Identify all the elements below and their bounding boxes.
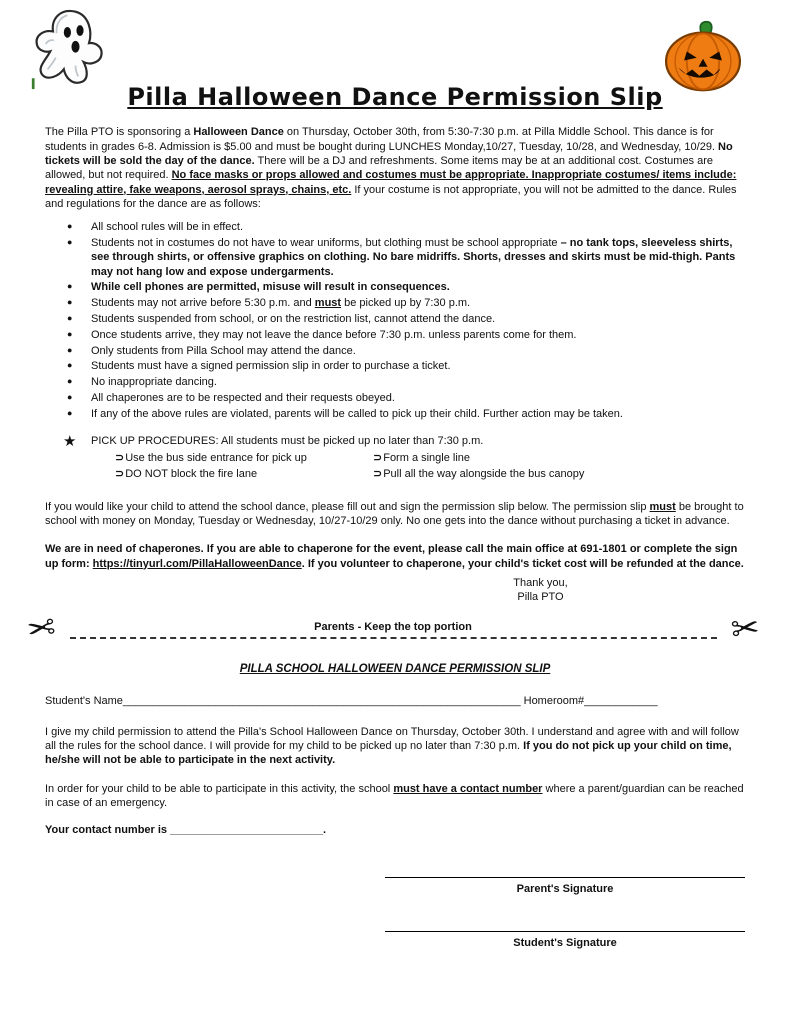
- pickup-header-text: PICK UP PROCEDURES: All students must be picked up no later than 7:30 p.m.: [91, 435, 484, 448]
- contact-number-field: Your contact number is _________________________.: [45, 824, 327, 837]
- pickup-instruction: ⊃Use the bus side entrance for pick up: [115, 452, 307, 465]
- rule-item: ● Students may not arrive before 5:30 p.m. and must be picked up by 7:30 p.m.: [67, 296, 745, 310]
- rule-item: ● Students must have a signed permission slip in order to purchase a ticket.: [67, 359, 745, 373]
- keep-top-portion-label: Parents - Keep the top portion: [314, 620, 472, 633]
- arrow-bullet-icon: ⊃: [373, 452, 383, 465]
- pickup-instruction: ⊃DO NOT block the fire lane: [115, 468, 258, 481]
- rule-item: ● Only students from Pilla School may attend the dance.: [67, 344, 745, 358]
- cut-dashed-line: [70, 637, 717, 639]
- closing-signed: Pilla PTO: [517, 591, 564, 604]
- closing-block: [463, 576, 618, 605]
- intro-paragraph: The Pilla PTO is sponsoring a Halloween Dance on Thursday, October 30th, from 5:30-7:30 p.m. at Pilla Middle School. This dance is for students in grades 6-8. Admission is $5.00 and must be bought during LUNCHES Monday,10/27, Tuesday, 10/28, and Wednesday, 10/29. No tickets will be sold the day of the dance. There will be a DJ and refreshments. Some items may be at an additional cost. Costumes are allowed, but not required. No face masks or props allowed and costumes must be appropriate. Inappropriate costumes/ items include: revealing attire, fake weapons, aerosol sprays, chains, etc. If your costume is not appropriate, you will not be admitted to the dance. Rules and regulations for the dance are as follows:: [45, 126, 737, 210]
- contact-paragraph: In order for your child to be able to participate in this activity, the school must have a contact number where a parent/guardian can be reached in case of an emergency.: [45, 782, 744, 809]
- permission-paragraph: I give my child permission to attend the Pilla's School Halloween Dance on Thursday, October 30th. I understand and agree with and will follow all the rules for the school dance. I will provide for my child to be picked up no later than 7:30 p.m. If you do not pick up your child on time, he/she will not be able to participate in the next activity.: [45, 725, 739, 767]
- rules-list: [67, 220, 745, 421]
- parent-signature-label: Parent's Signature: [516, 883, 614, 896]
- student-signature-line: [385, 917, 745, 932]
- rule-item: ● All chaperones are to be respected and their requests obeyed.: [67, 391, 745, 405]
- student-name-field: Student's Name_________________________________________________________________ Homeroom#____________: [45, 695, 658, 708]
- pickup-procedures-section: [45, 434, 745, 482]
- parent-signature-block: [385, 863, 745, 896]
- attend-paragraph: If you would like your child to attend the school dance, please fill out and sign the permission slip below. The permission slip must be brought to school with money on Monday, Tuesday or Wednesday, 10/27-10/29 only. No one gets into the dance without purchasing a ticket in advance.: [45, 500, 744, 527]
- pickup-instruction: ⊃Pull all the way alongside the bus canopy: [373, 468, 585, 481]
- page-title: Pilla Halloween Dance Permission Slip: [127, 83, 663, 111]
- arrow-bullet-icon: ⊃: [115, 452, 125, 465]
- student-signature-block: [385, 917, 745, 950]
- rule-item: ● If any of the above rules are violated, parents will be called to pick up their child. Further action may be taken.: [67, 407, 745, 421]
- star-icon: ★: [63, 433, 77, 451]
- arrow-bullet-icon: ⊃: [373, 468, 383, 481]
- scissors-icon: ✂: [728, 609, 761, 650]
- chaperone-paragraph: We are in need of chaperones. If you are able to chaperone for the event, please call the main office at 691-1801 or complete the sign up form: https://tinyurl.com/PillaHalloweenDance. If you volunteer to chaperone, your child's ticket cost will be refunded at the dance.: [45, 543, 744, 570]
- pumpkin-clipart: [662, 20, 744, 92]
- cut-here-row: [24, 606, 761, 652]
- rule-item: ● Students not in costumes do not have to wear uniforms, but clothing must be school appropriate – no tank tops, sleeveless shirts, see through shirts, or offensive graphics on clothing. No bare midriffs. Shorts, dresses and skirts must be mid-thigh. Pants may not hang low and expose undergarments.: [67, 236, 745, 279]
- parent-signature-line: [385, 863, 745, 878]
- rule-item: ● While cell phones are permitted, misuse will result in consequences.: [67, 280, 745, 294]
- ghost-clipart: [26, 6, 116, 92]
- arrow-bullet-icon: ⊃: [115, 468, 125, 481]
- rule-item: ● Students suspended from school, or on the restriction list, cannot attend the dance.: [67, 312, 745, 326]
- rule-item: ● No inappropriate dancing.: [67, 375, 745, 389]
- rule-item: ● All school rules will be in effect.: [67, 220, 745, 234]
- rule-item: ● Once students arrive, they may not leave the dance before 7:30 p.m. unless parents come for them.: [67, 328, 745, 342]
- student-signature-label: Student's Signature: [513, 936, 617, 949]
- pickup-instruction: ⊃Form a single line: [373, 452, 471, 465]
- closing-thank-you: Thank you,: [513, 576, 568, 589]
- scissors-icon: ✂: [24, 608, 59, 651]
- pickup-instructions: [115, 451, 745, 482]
- slip-title: PILLA SCHOOL HALLOWEEN DANCE PERMISSION SLIP: [239, 663, 551, 676]
